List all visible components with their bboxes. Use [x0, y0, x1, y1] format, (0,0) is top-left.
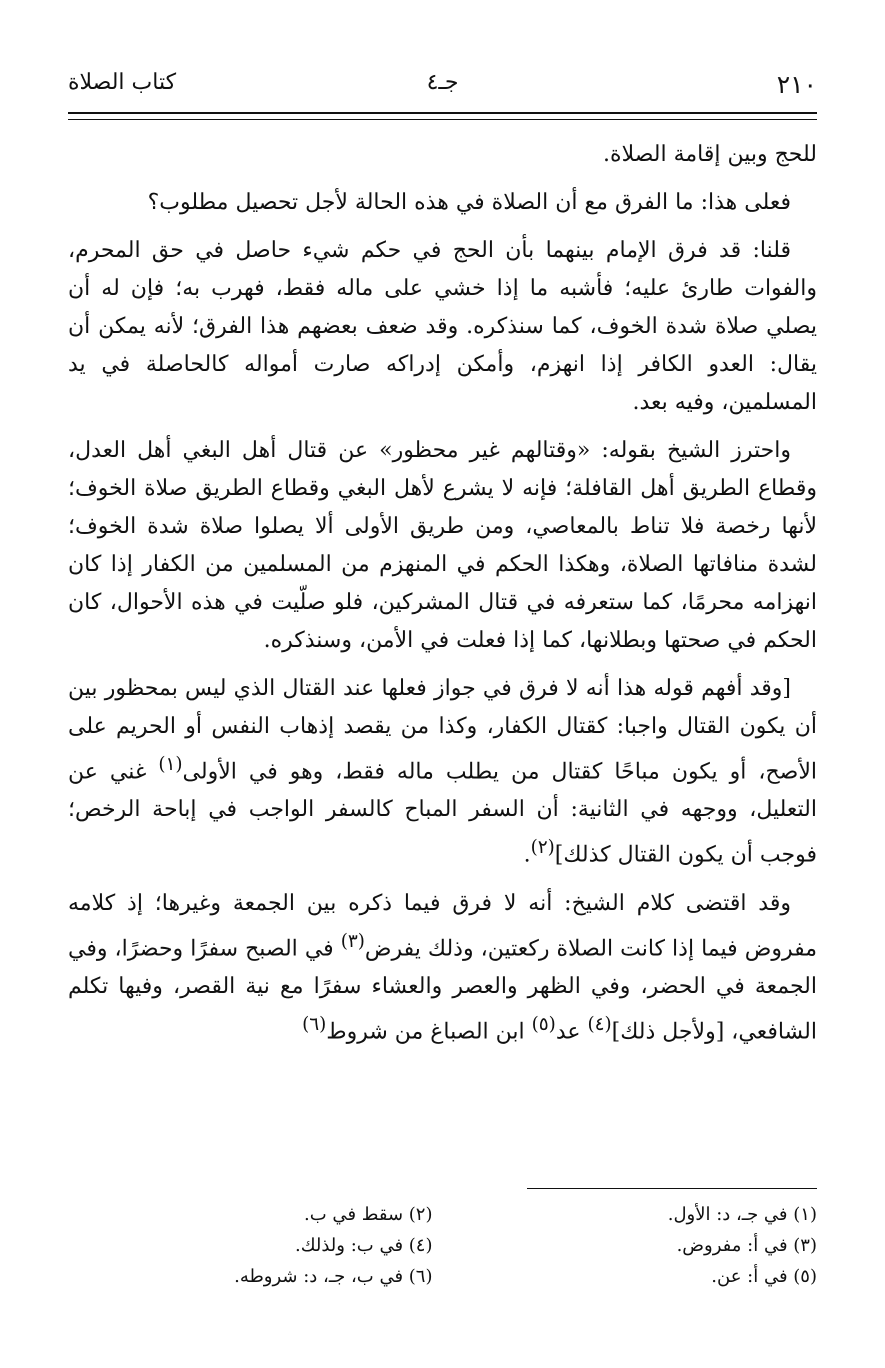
footnote-ref-5: (٥) [531, 1013, 556, 1035]
paragraph-2: فعلى هذا: ما الفرق مع أن الصلاة في هذه الحالة لأجل تحصيل مطلوب؟ [147, 190, 791, 215]
page-header [68, 68, 817, 108]
footnote-separator [527, 1188, 817, 1189]
footnote-1: (١) في جـ، د: الأول. [667, 1204, 817, 1225]
footnote-ref-6: (٦) [302, 1013, 327, 1035]
page-number: ٢١٠ [776, 70, 817, 99]
paragraph-4: واحترز الشيخ بقوله: «وقتالهم غير محظور» عن قتال أهل البغي أهل العدل، وقطاع الطريق أهل القافلة؛ فإنه لا يشرع لأهل البغي وقطاع الطريق صلاة الخوف؛ لأنها رخصة فلا تناط بالمعاصي، ومن طريق الأولى ألا يصلوا صلاة شدة الخوف؛ لشدة منافاتها الصلاة، وهكذا الحكم في المنهزم من المسلمين من الكفار إذا كان انهزامه محرمًا، كما ستعرفه في قتال المشركين، فلو صلّيت في هذه الأحوال، كان الحكم في صحتها وبطلانها، كما إذا فعلت في الأمن، وسنذكره. [68, 438, 817, 653]
footnote-2: (٢) سقط في ب. [304, 1204, 433, 1225]
footnote-3: (٣) في أ: مفروض. [676, 1235, 817, 1256]
paragraph-5-text-c: . [523, 842, 531, 868]
footnote-4: (٤) في ب: ولذلك. [294, 1235, 433, 1256]
footnote-ref-3: (٣) [340, 930, 365, 952]
main-text [68, 136, 817, 1061]
paragraph-5 [68, 670, 817, 875]
paragraph-6-text-c: عد [555, 1019, 588, 1045]
paragraph-1: للحج وبين إقامة الصلاة. [603, 142, 817, 167]
footnote-ref-4: (٤) [587, 1013, 612, 1035]
paragraph-6-text-b: في الصبح سفرًا وحضرًا، وفي الجمعة في الحضر، وفي الظهر والعصر والعشاء سفرًا مع نية القصر، وفيها تكلم الشافعي، [ولأجل ذلك] [68, 935, 817, 1045]
paragraph-5-text-a: [وقد أفهم قوله هذا أنه لا فرق في جواز فعلها عند القتال الذي ليس بمحظور بين أن يكون القتال واجبا: كقتال الكفار، وكذا من يقصد إذهاب النفس أو الحريم على الأصح، أو يكون مباحًا كقتال من يطلب ماله فقط، وهو في الأولى [68, 676, 817, 785]
footnote-ref-2: (٢) [530, 837, 555, 859]
header-rule-thick [68, 112, 817, 114]
footnote-6: (٦) في ب، جـ، د: شروطه. [234, 1266, 433, 1287]
volume-label: جـ٤ [426, 70, 459, 95]
footnote-5: (٥) في أ: عن. [711, 1266, 817, 1287]
paragraph-5-text-b: غني عن التعليل، ووجهه في الثانية: أن السفر المباح كالسفر الواجب في إباحة الرخص؛ فوجب أن يكون القتال كذلك] [68, 759, 817, 868]
footnotes [68, 1200, 817, 1291]
paragraph-6-text-d: ابن الصباغ من شروط [326, 1019, 532, 1045]
paragraph-3: قلنا: قد فرق الإمام بينهما بأن الحج في حكم شيء حاصل في حق المحرم، والفوات طارئ عليه؛ فأشبه ما إذا خشي على ماله فقط، فهرب به؛ فإن له أن يصلي صلاة شدة الخوف، كما سنذكره. وقد ضعف بعضهم هذا الفرق؛ لأنه يمكن أن يقال: العدو الكافر إذا انهزم، وأمكن إدراكه صارت أمواله كالحاصلة في يد المسلمين، وفيه بعد. [68, 238, 817, 415]
paragraph-6-text-a: وقد اقتضى كلام الشيخ: أنه لا فرق فيما ذكره بين الجمعة وغيرها؛ إذ كلامه مفروض فيما إذا كانت الصلاة ركعتين، وذلك يفرض [68, 890, 817, 961]
header-rule-thin [68, 119, 817, 120]
footnote-ref-1: (١) [158, 754, 183, 775]
book-title: كتاب الصلاة [68, 70, 177, 95]
paragraph-6 [68, 885, 817, 1052]
